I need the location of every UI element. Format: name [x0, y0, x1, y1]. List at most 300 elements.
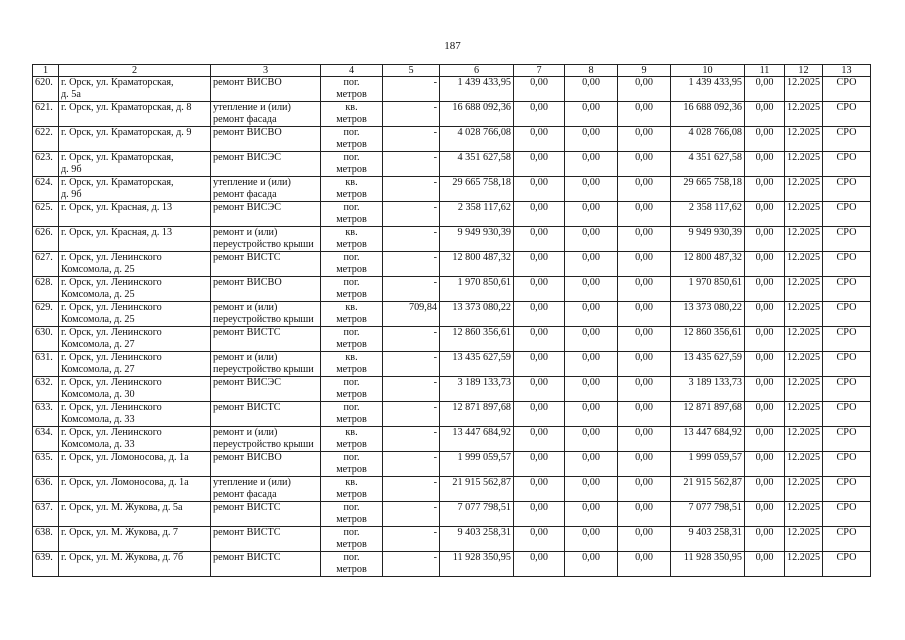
unit-cell — [321, 102, 383, 127]
method-cell: СРО — [823, 477, 871, 502]
cost-col7-cell: 0,00 — [514, 427, 565, 452]
work-type-cell — [211, 477, 321, 502]
cost-col7-cell: 0,00 — [514, 302, 565, 327]
address-cell — [59, 477, 211, 502]
address-cell-line: д. 5а — [61, 89, 81, 100]
address-cell-line: г. Орск, ул. Краматорская, — [61, 177, 174, 188]
unit-cell — [321, 377, 383, 402]
cost-col7-cell: 0,00 — [514, 502, 565, 527]
cost-col8-cell: 0,00 — [565, 77, 618, 102]
address-cell-line: г. Орск, ул. Ломоносова, д. 1а — [61, 452, 189, 463]
method-cell: СРО — [823, 152, 871, 177]
address-cell — [59, 302, 211, 327]
unit-cell-line: пог. — [343, 277, 360, 288]
method-cell: СРО — [823, 552, 871, 577]
area-cell: - — [383, 202, 440, 227]
cost-col8-cell: 0,00 — [565, 502, 618, 527]
cost-col7-cell: 0,00 — [514, 552, 565, 577]
method-cell: СРО — [823, 327, 871, 352]
total-cost-cell: 13 447 684,92 — [440, 427, 514, 452]
work-type-cell-line: ремонт ВИСТС — [213, 527, 281, 538]
cost-col11-cell: 0,00 — [745, 127, 785, 152]
work-type-cell — [211, 527, 321, 552]
work-type-cell-line: утепление и (или) — [213, 477, 291, 488]
method-cell: СРО — [823, 527, 871, 552]
unit-cell-line: пог. — [343, 452, 360, 463]
address-cell-line: г. Орск, ул. Красная, д. 13 — [61, 227, 173, 238]
cost-col7-cell: 0,00 — [514, 102, 565, 127]
unit-cell-line: метров — [336, 364, 367, 375]
row-number-cell: 622. — [33, 127, 59, 152]
unit-cell-line: кв. — [345, 477, 358, 488]
table-row — [33, 302, 871, 327]
work-type-cell-line: ремонт ВИСВО — [213, 127, 282, 138]
work-type-cell-line: ремонт ВИСВО — [213, 77, 282, 88]
total-cost-cell: 29 665 758,18 — [440, 177, 514, 202]
period-cell: 12.2025 — [785, 127, 823, 152]
method-cell: СРО — [823, 502, 871, 527]
unit-cell-line: метров — [336, 339, 367, 350]
cost-col11-cell: 0,00 — [745, 277, 785, 302]
table-row — [33, 377, 871, 402]
column-header: 11 — [745, 65, 785, 77]
cost-col10-cell: 9 949 930,39 — [671, 227, 745, 252]
cost-col11-cell: 0,00 — [745, 352, 785, 377]
unit-cell — [321, 452, 383, 477]
cost-col9-cell: 0,00 — [618, 377, 671, 402]
unit-cell-line: метров — [336, 464, 367, 475]
total-cost-cell: 1 970 850,61 — [440, 277, 514, 302]
address-cell-line: д. 9б — [61, 189, 82, 200]
area-cell: - — [383, 527, 440, 552]
work-type-cell — [211, 227, 321, 252]
cost-col10-cell: 4 351 627,58 — [671, 152, 745, 177]
work-type-cell-line: ремонт ВИСЭС — [213, 152, 282, 163]
method-cell: СРО — [823, 352, 871, 377]
address-cell-line: г. Орск, ул. Ленинского — [61, 377, 162, 388]
method-cell: СРО — [823, 377, 871, 402]
period-cell: 12.2025 — [785, 552, 823, 577]
unit-cell-line: пог. — [343, 552, 360, 563]
work-type-cell-line: переустройство крыши — [213, 314, 314, 325]
cost-col10-cell: 4 028 766,08 — [671, 127, 745, 152]
row-number-cell: 636. — [33, 477, 59, 502]
column-header: 4 — [321, 65, 383, 77]
work-type-cell-line: ремонт и (или) — [213, 352, 278, 363]
column-header: 6 — [440, 65, 514, 77]
cost-col7-cell: 0,00 — [514, 352, 565, 377]
cost-col8-cell: 0,00 — [565, 327, 618, 352]
work-type-cell-line: ремонт и (или) — [213, 302, 278, 313]
cost-col10-cell: 21 915 562,87 — [671, 477, 745, 502]
period-cell: 12.2025 — [785, 77, 823, 102]
work-type-cell — [211, 202, 321, 227]
work-type-cell-line: ремонт ВИСВО — [213, 452, 282, 463]
unit-cell-line: кв. — [345, 102, 358, 113]
period-cell: 12.2025 — [785, 102, 823, 127]
area-cell: - — [383, 127, 440, 152]
work-type-cell — [211, 452, 321, 477]
period-cell: 12.2025 — [785, 302, 823, 327]
unit-cell — [321, 502, 383, 527]
cost-col9-cell: 0,00 — [618, 77, 671, 102]
cost-col9-cell: 0,00 — [618, 102, 671, 127]
cost-col10-cell: 1 439 433,95 — [671, 77, 745, 102]
address-cell — [59, 252, 211, 277]
work-type-cell-line: переустройство крыши — [213, 364, 314, 375]
area-cell: - — [383, 427, 440, 452]
address-cell — [59, 502, 211, 527]
page-number: 187 — [444, 40, 461, 52]
cost-col8-cell: 0,00 — [565, 427, 618, 452]
area-cell: 709,84 — [383, 302, 440, 327]
cost-col10-cell: 1 970 850,61 — [671, 277, 745, 302]
unit-cell — [321, 527, 383, 552]
area-cell: - — [383, 377, 440, 402]
cost-col8-cell: 0,00 — [565, 302, 618, 327]
column-header: 10 — [671, 65, 745, 77]
total-cost-cell: 12 871 897,68 — [440, 402, 514, 427]
method-cell: СРО — [823, 302, 871, 327]
cost-col8-cell: 0,00 — [565, 352, 618, 377]
address-cell — [59, 527, 211, 552]
area-cell: - — [383, 352, 440, 377]
address-cell-line: Комсомола, д. 33 — [61, 414, 135, 425]
unit-cell-line: метров — [336, 164, 367, 175]
cost-col7-cell: 0,00 — [514, 202, 565, 227]
work-type-cell-line: переустройство крыши — [213, 439, 314, 450]
cost-col11-cell: 0,00 — [745, 77, 785, 102]
row-number-cell: 630. — [33, 327, 59, 352]
cost-col10-cell: 13 373 080,22 — [671, 302, 745, 327]
total-cost-cell: 16 688 092,36 — [440, 102, 514, 127]
total-cost-cell: 9 403 258,31 — [440, 527, 514, 552]
cost-col8-cell: 0,00 — [565, 127, 618, 152]
method-cell: СРО — [823, 452, 871, 477]
work-type-cell-line: ремонт и (или) — [213, 427, 278, 438]
table-row — [33, 327, 871, 352]
row-number-cell: 639. — [33, 552, 59, 577]
work-type-cell — [211, 152, 321, 177]
cost-col9-cell: 0,00 — [618, 452, 671, 477]
cost-col9-cell: 0,00 — [618, 477, 671, 502]
period-cell: 12.2025 — [785, 402, 823, 427]
cost-col7-cell: 0,00 — [514, 327, 565, 352]
address-cell-line: Комсомола, д. 27 — [61, 364, 135, 375]
address-cell — [59, 552, 211, 577]
address-cell-line: г. Орск, ул. Ленинского — [61, 402, 162, 413]
cost-col11-cell: 0,00 — [745, 552, 785, 577]
cost-col8-cell: 0,00 — [565, 452, 618, 477]
cost-col7-cell: 0,00 — [514, 527, 565, 552]
address-cell-line: г. Орск, ул. Ленинского — [61, 327, 162, 338]
column-header: 1 — [33, 65, 59, 77]
cost-col11-cell: 0,00 — [745, 427, 785, 452]
unit-cell-line: кв. — [345, 302, 358, 313]
address-cell-line: г. Орск, ул. Ленинского — [61, 427, 162, 438]
row-number-cell: 625. — [33, 202, 59, 227]
cost-col8-cell: 0,00 — [565, 527, 618, 552]
period-cell: 12.2025 — [785, 527, 823, 552]
column-number-row — [33, 65, 871, 77]
work-type-cell-line: утепление и (или) — [213, 102, 291, 113]
method-cell: СРО — [823, 402, 871, 427]
unit-cell-line: пог. — [343, 377, 360, 388]
cost-col8-cell: 0,00 — [565, 552, 618, 577]
cost-col9-cell: 0,00 — [618, 352, 671, 377]
unit-cell — [321, 177, 383, 202]
column-header: 5 — [383, 65, 440, 77]
method-cell: СРО — [823, 252, 871, 277]
row-number-cell: 627. — [33, 252, 59, 277]
address-cell-line: г. Орск, ул. Краматорская, — [61, 77, 174, 88]
column-header: 8 — [565, 65, 618, 77]
unit-cell-line: метров — [336, 214, 367, 225]
unit-cell — [321, 227, 383, 252]
address-cell — [59, 352, 211, 377]
unit-cell-line: пог. — [343, 527, 360, 538]
cost-col11-cell: 0,00 — [745, 327, 785, 352]
unit-cell-line: метров — [336, 289, 367, 300]
unit-cell — [321, 352, 383, 377]
unit-cell-line: метров — [336, 514, 367, 525]
address-cell-line: Комсомола, д. 25 — [61, 314, 135, 325]
work-type-cell-line: ремонт фасада — [213, 189, 277, 200]
cost-col10-cell: 3 189 133,73 — [671, 377, 745, 402]
row-number-cell: 621. — [33, 102, 59, 127]
cost-col10-cell: 12 800 487,32 — [671, 252, 745, 277]
work-type-cell — [211, 327, 321, 352]
cost-col9-cell: 0,00 — [618, 527, 671, 552]
cost-col10-cell: 13 435 627,59 — [671, 352, 745, 377]
cost-col10-cell: 11 928 350,95 — [671, 552, 745, 577]
row-number-cell: 628. — [33, 277, 59, 302]
cost-col9-cell: 0,00 — [618, 552, 671, 577]
cost-col8-cell: 0,00 — [565, 477, 618, 502]
address-cell-line: г. Орск, ул. Ломоносова, д. 1а — [61, 477, 189, 488]
row-number-cell: 638. — [33, 527, 59, 552]
total-cost-cell: 11 928 350,95 — [440, 552, 514, 577]
work-type-cell — [211, 377, 321, 402]
cost-col9-cell: 0,00 — [618, 127, 671, 152]
row-number-cell: 637. — [33, 502, 59, 527]
work-type-cell — [211, 502, 321, 527]
unit-cell-line: пог. — [343, 202, 360, 213]
cost-col8-cell: 0,00 — [565, 102, 618, 127]
address-cell — [59, 227, 211, 252]
table-row — [33, 552, 871, 577]
address-cell-line: г. Орск, ул. Краматорская, д. 9 — [61, 127, 192, 138]
cost-col7-cell: 0,00 — [514, 402, 565, 427]
table-row — [33, 402, 871, 427]
area-cell: - — [383, 452, 440, 477]
address-cell — [59, 402, 211, 427]
period-cell: 12.2025 — [785, 252, 823, 277]
period-cell: 12.2025 — [785, 502, 823, 527]
row-number-cell: 626. — [33, 227, 59, 252]
cost-col7-cell: 0,00 — [514, 127, 565, 152]
cost-col8-cell: 0,00 — [565, 377, 618, 402]
unit-cell — [321, 402, 383, 427]
unit-cell-line: кв. — [345, 352, 358, 363]
unit-cell — [321, 152, 383, 177]
address-cell — [59, 452, 211, 477]
address-cell — [59, 202, 211, 227]
period-cell: 12.2025 — [785, 477, 823, 502]
work-type-cell-line: ремонт ВИСТС — [213, 402, 281, 413]
period-cell: 12.2025 — [785, 177, 823, 202]
total-cost-cell: 12 800 487,32 — [440, 252, 514, 277]
method-cell: СРО — [823, 227, 871, 252]
register-table — [32, 64, 871, 577]
work-type-cell — [211, 127, 321, 152]
cost-col11-cell: 0,00 — [745, 502, 785, 527]
unit-cell-line: метров — [336, 564, 367, 575]
work-type-cell — [211, 402, 321, 427]
address-cell-line: г. Орск, ул. М. Жукова, д. 7 — [61, 527, 179, 538]
table-row — [33, 427, 871, 452]
total-cost-cell: 3 189 133,73 — [440, 377, 514, 402]
row-number-cell: 631. — [33, 352, 59, 377]
unit-cell-line: кв. — [345, 427, 358, 438]
cost-col9-cell: 0,00 — [618, 202, 671, 227]
column-header: 2 — [59, 65, 211, 77]
method-cell: СРО — [823, 277, 871, 302]
column-header: 13 — [823, 65, 871, 77]
work-type-cell-line: ремонт ВИСЭС — [213, 377, 282, 388]
table-header — [33, 65, 871, 77]
row-number-cell: 635. — [33, 452, 59, 477]
total-cost-cell: 7 077 798,51 — [440, 502, 514, 527]
work-type-cell-line: ремонт ВИСТС — [213, 252, 281, 263]
unit-cell-line: пог. — [343, 402, 360, 413]
address-cell-line: Комсомола, д. 33 — [61, 439, 135, 450]
unit-cell-line: пог. — [343, 77, 360, 88]
area-cell: - — [383, 252, 440, 277]
cost-col10-cell: 12 860 356,61 — [671, 327, 745, 352]
cost-col11-cell: 0,00 — [745, 152, 785, 177]
address-cell — [59, 77, 211, 102]
total-cost-cell: 1 999 059,57 — [440, 452, 514, 477]
unit-cell-line: метров — [336, 539, 367, 550]
cost-col9-cell: 0,00 — [618, 227, 671, 252]
work-type-cell — [211, 177, 321, 202]
cost-col8-cell: 0,00 — [565, 177, 618, 202]
row-number-cell: 629. — [33, 302, 59, 327]
cost-col9-cell: 0,00 — [618, 427, 671, 452]
unit-cell-line: кв. — [345, 177, 358, 188]
area-cell: - — [383, 402, 440, 427]
address-cell-line: г. Орск, ул. М. Жукова, д. 5а — [61, 502, 183, 513]
cost-col11-cell: 0,00 — [745, 202, 785, 227]
total-cost-cell: 2 358 117,62 — [440, 202, 514, 227]
work-type-cell-line: ремонт фасада — [213, 489, 277, 500]
period-cell: 12.2025 — [785, 377, 823, 402]
address-cell — [59, 102, 211, 127]
method-cell: СРО — [823, 427, 871, 452]
cost-col9-cell: 0,00 — [618, 177, 671, 202]
cost-col10-cell: 2 358 117,62 — [671, 202, 745, 227]
method-cell: СРО — [823, 202, 871, 227]
table-row — [33, 177, 871, 202]
table-body — [33, 77, 871, 577]
cost-col11-cell: 0,00 — [745, 252, 785, 277]
address-cell-line: г. Орск, ул. Краматорская, — [61, 152, 174, 163]
work-type-cell — [211, 302, 321, 327]
unit-cell-line: метров — [336, 264, 367, 275]
work-type-cell-line: ремонт ВИСТС — [213, 327, 281, 338]
table-row — [33, 227, 871, 252]
period-cell: 12.2025 — [785, 202, 823, 227]
address-cell-line: д. 9б — [61, 164, 82, 175]
column-header: 3 — [211, 65, 321, 77]
work-type-cell-line: ремонт ВИСВО — [213, 277, 282, 288]
unit-cell-line: метров — [336, 189, 367, 200]
row-number-cell: 633. — [33, 402, 59, 427]
work-type-cell — [211, 552, 321, 577]
cost-col7-cell: 0,00 — [514, 477, 565, 502]
address-cell — [59, 377, 211, 402]
row-number-cell: 632. — [33, 377, 59, 402]
cost-col10-cell: 1 999 059,57 — [671, 452, 745, 477]
area-cell: - — [383, 552, 440, 577]
unit-cell — [321, 252, 383, 277]
cost-col9-cell: 0,00 — [618, 277, 671, 302]
address-cell-line: г. Орск, ул. Ленинского — [61, 302, 162, 313]
unit-cell-line: кв. — [345, 227, 358, 238]
work-type-cell-line: ремонт и (или) — [213, 227, 278, 238]
total-cost-cell: 13 373 080,22 — [440, 302, 514, 327]
unit-cell — [321, 477, 383, 502]
unit-cell-line: пог. — [343, 127, 360, 138]
work-type-cell-line: ремонт фасада — [213, 114, 277, 125]
total-cost-cell: 12 860 356,61 — [440, 327, 514, 352]
area-cell: - — [383, 227, 440, 252]
unit-cell — [321, 427, 383, 452]
cost-col11-cell: 0,00 — [745, 527, 785, 552]
cost-col11-cell: 0,00 — [745, 102, 785, 127]
cost-col9-cell: 0,00 — [618, 152, 671, 177]
total-cost-cell: 9 949 930,39 — [440, 227, 514, 252]
row-number-cell: 623. — [33, 152, 59, 177]
table-row — [33, 102, 871, 127]
cost-col10-cell: 12 871 897,68 — [671, 402, 745, 427]
unit-cell-line: метров — [336, 114, 367, 125]
period-cell: 12.2025 — [785, 277, 823, 302]
cost-col11-cell: 0,00 — [745, 402, 785, 427]
table-row — [33, 277, 871, 302]
unit-cell-line: метров — [336, 489, 367, 500]
cost-col11-cell: 0,00 — [745, 377, 785, 402]
work-type-cell-line: ремонт ВИСЭС — [213, 202, 282, 213]
total-cost-cell: 4 028 766,08 — [440, 127, 514, 152]
cost-col10-cell: 13 447 684,92 — [671, 427, 745, 452]
work-type-cell — [211, 427, 321, 452]
work-type-cell-line: ремонт ВИСТС — [213, 502, 281, 513]
table-row — [33, 252, 871, 277]
column-header: 7 — [514, 65, 565, 77]
unit-cell-line: метров — [336, 239, 367, 250]
row-number-cell: 620. — [33, 77, 59, 102]
cost-col9-cell: 0,00 — [618, 502, 671, 527]
unit-cell-line: метров — [336, 139, 367, 150]
total-cost-cell: 13 435 627,59 — [440, 352, 514, 377]
area-cell: - — [383, 477, 440, 502]
address-cell-line: г. Орск, ул. Ленинского — [61, 252, 162, 263]
table-row — [33, 202, 871, 227]
method-cell: СРО — [823, 102, 871, 127]
address-cell-line: г. Орск, ул. М. Жукова, д. 7б — [61, 552, 184, 563]
